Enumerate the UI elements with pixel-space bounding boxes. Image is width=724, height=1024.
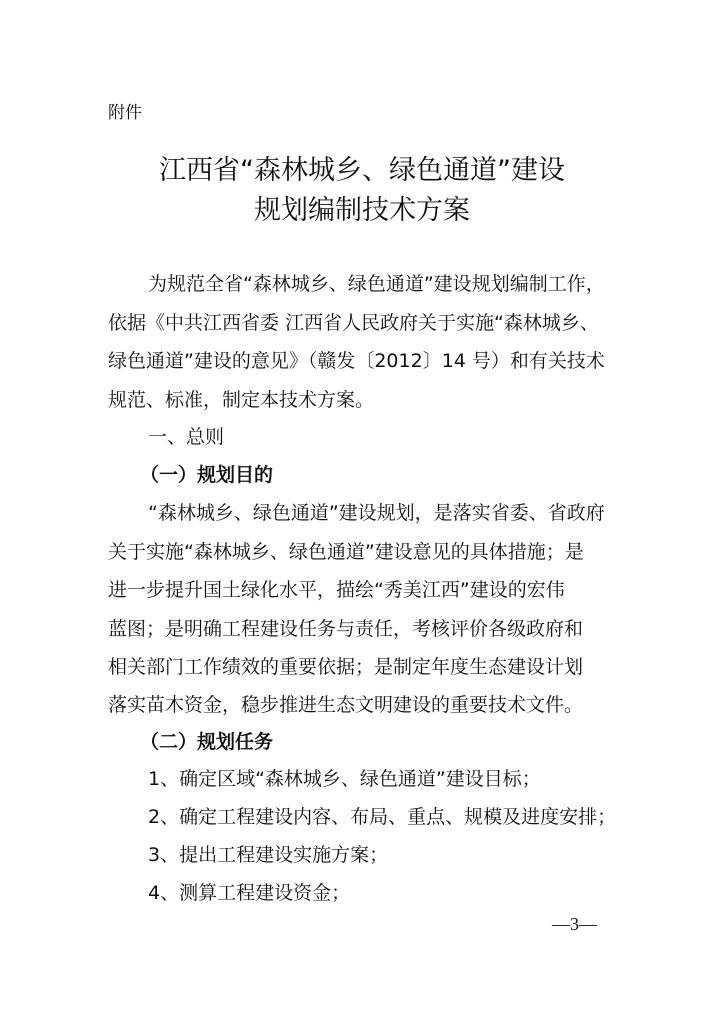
intro-line-2: 依据《中共江西省委 江西省人民政府关于实施“森林城乡、 (108, 312, 599, 334)
intro-line-4: 规范、标准，制定本技术方案。 (108, 389, 375, 411)
subsection-heading-tasks: （二）规划任务 (140, 731, 274, 753)
task-item-3: 3、提出工程建设实施方案； (148, 844, 389, 866)
purpose-line-4: 蓝图；是明确工程建设任务与责任，考核评价各级政府和 (108, 618, 584, 640)
page-number: —3— (552, 914, 597, 934)
purpose-line-5: 相关部门工作绩效的重要依据；是制定年度生态建设计划 (108, 656, 584, 678)
section-heading-general: 一、总则 (148, 426, 225, 448)
subsection-heading-purpose: （一）规划目的 (140, 464, 274, 486)
intro-line-1: 为规范全省“森林城乡、绿色通道”建设规划编制工作， (148, 273, 605, 295)
document-title-line-1: 江西省“森林城乡、绿色通道”建设 (159, 155, 565, 186)
purpose-line-3: 进一步提升国土绿化水平，描绘“秀美江西”建设的宏伟 (108, 579, 565, 601)
task-item-1: 1、确定区域“森林城乡、绿色通道”建设目标； (148, 768, 541, 790)
purpose-line-1: “森林城乡、绿色通道”建设规划，是落实省委、省政府 (148, 502, 605, 524)
attachment-label: 附件 (108, 103, 142, 123)
intro-line-3: 绿色通道”建设的意见》（赣发〔2012〕14 号）和有关技术 (108, 350, 605, 372)
document-title-line-2: 规划编制技术方案 (254, 195, 470, 226)
task-item-2: 2、确定工程建设内容、布局、重点、规模及进度安排； (148, 806, 617, 828)
purpose-line-2: 关于实施“森林城乡、绿色通道”建设意见的具体措施；是 (108, 541, 584, 563)
task-item-4: 4、测算工程建设资金； (148, 882, 351, 904)
purpose-line-6: 落实苗木资金，稳步推进生态文明建设的重要技术文件。 (108, 694, 584, 716)
